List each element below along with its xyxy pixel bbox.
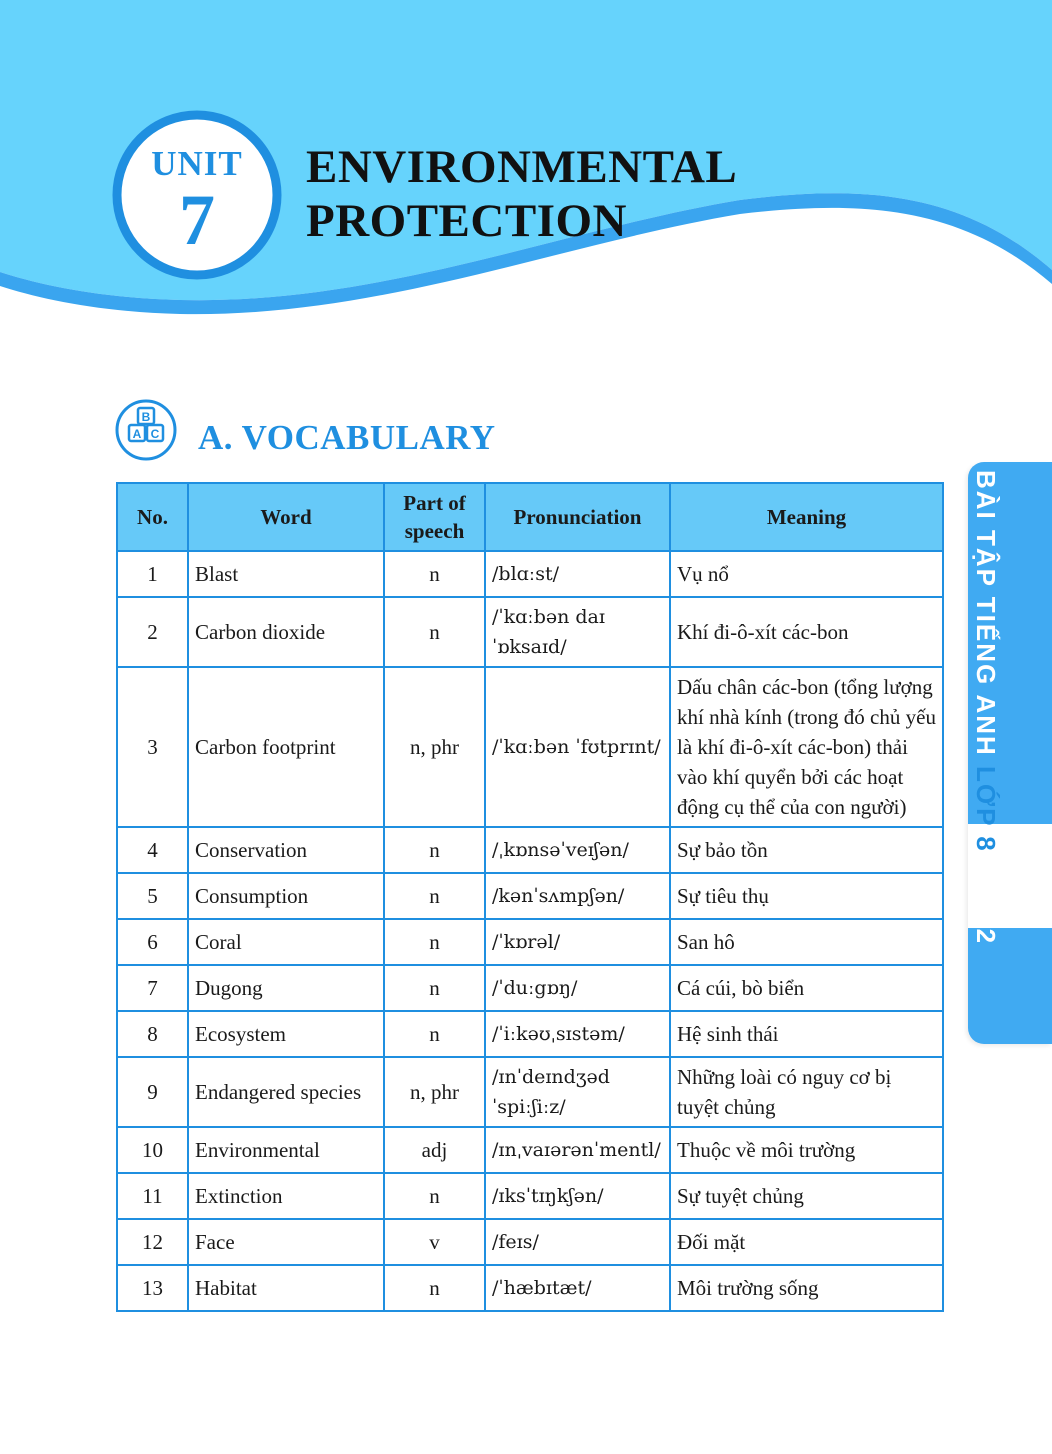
table-row [117,597,943,667]
row-meaning: Cá cúi, bò biển [670,965,943,1011]
row-pronunciation: /ˈkɑːbən daɪˈɒksaɪd/ [485,597,670,667]
side-tab-volume: TẬP 2 [971,861,1001,946]
row-meaning: Những loài có nguy cơ bị tuyệt chủng [670,1057,943,1127]
abc-blocks-icon [114,398,178,462]
row-no: 3 [117,667,188,827]
svg-text:C: C [150,427,160,441]
row-word: Conservation [188,827,384,873]
row-no: 8 [117,1011,188,1057]
row-pronunciation: /ˈhæbɪtæt/ [485,1265,670,1311]
row-no: 12 [117,1219,188,1265]
row-pronunciation: /ˈkɑːbən ˈfʊtprɪnt/ [485,667,670,827]
row-no: 11 [117,1173,188,1219]
header-no: No. [117,483,188,551]
row-pronunciation: /ˈduːgɒŋ/ [485,965,670,1011]
row-pos: n [384,827,485,873]
table-row [117,1219,943,1265]
row-meaning: Dấu chân các-bon (tổng lượng khí nhà kính (trong đó chủ yếu là khí đi-ô-xít các-bon) thải vào khí quyển bởi các hoạt động cụ thể của con người) [670,667,943,827]
unit-badge [110,108,284,282]
svg-text:B: B [141,410,151,424]
row-pronunciation: /ɪnˌvaɪərənˈmentl/ [485,1127,670,1173]
row-word: Carbon dioxide [188,597,384,667]
row-no: 5 [117,873,188,919]
row-no: 1 [117,551,188,597]
header-part-of-speech: Part of speech [384,483,485,551]
vocabulary-table [116,482,944,1312]
row-no: 6 [117,919,188,965]
row-meaning: Môi trường sống [670,1265,943,1311]
row-word: Extinction [188,1173,384,1219]
table-row [117,667,943,827]
table-row [117,873,943,919]
row-pos: n [384,919,485,965]
table-row [117,1127,943,1173]
table-row [117,1173,943,1219]
row-no: 10 [117,1127,188,1173]
table-row [117,1265,943,1311]
row-pronunciation: /ˌkɒnsəˈveɪʃən/ [485,827,670,873]
section-title: A. VOCABULARY [198,418,496,457]
table-row [117,1011,943,1057]
row-pos: n [384,551,485,597]
row-pronunciation: /ɪksˈtɪŋkʃən/ [485,1173,670,1219]
row-pos: adj [384,1127,485,1173]
row-word: Consumption [188,873,384,919]
unit-number: 7 [179,180,215,260]
row-word: Endangered species [188,1057,384,1127]
table-header-row [117,483,943,551]
svg-text:A: A [132,427,142,441]
side-tab-text [971,470,1001,945]
header-word: Word [188,483,384,551]
table-row [117,965,943,1011]
row-meaning: Hệ sinh thái [670,1011,943,1057]
row-pos: n, phr [384,1057,485,1127]
row-word: Environmental [188,1127,384,1173]
row-meaning: Khí đi-ô-xít các-bon [670,597,943,667]
row-pos: v [384,1219,485,1265]
row-word: Coral [188,919,384,965]
row-word: Habitat [188,1265,384,1311]
table-row [117,919,943,965]
row-word: Ecosystem [188,1011,384,1057]
row-pos: n [384,965,485,1011]
row-word: Carbon footprint [188,667,384,827]
row-pos: n [384,597,485,667]
row-pos: n [384,1265,485,1311]
unit-label: UNIT [151,144,243,183]
row-pronunciation: /ˈiːkəʊˌsɪstəm/ [485,1011,670,1057]
row-meaning: Thuộc về môi trường [670,1127,943,1173]
unit-title-line-1: ENVIRONMENTAL [306,141,738,193]
row-meaning: San hô [670,919,943,965]
row-word: Face [188,1219,384,1265]
row-word: Dugong [188,965,384,1011]
row-pronunciation: /blɑːst/ [485,551,670,597]
table-row [117,827,943,873]
row-meaning: Đối mặt [670,1219,943,1265]
unit-title [306,140,737,248]
table-row [117,1057,943,1127]
header-pronunciation: Pronunciation [485,483,670,551]
row-pos: n [384,1011,485,1057]
row-meaning: Vụ nổ [670,551,943,597]
row-no: 4 [117,827,188,873]
row-no: 9 [117,1057,188,1127]
row-no: 7 [117,965,188,1011]
row-meaning: Sự tiêu thụ [670,873,943,919]
table-row [117,551,943,597]
row-pronunciation: /ˈkɒrəl/ [485,919,670,965]
side-tab-grade: LỚP 8 [971,766,1001,853]
row-pronunciation: /kənˈsʌmpʃən/ [485,873,670,919]
header-meaning: Meaning [670,483,943,551]
row-pronunciation: /ɪnˈdeɪndʒəd ˈspiːʃiːz/ [485,1057,670,1127]
row-meaning: Sự bảo tồn [670,827,943,873]
row-pos: n [384,873,485,919]
side-tab-book: BÀI TẬP TIẾNG ANH [971,470,1001,757]
row-word: Blast [188,551,384,597]
row-meaning: Sự tuyệt chủng [670,1173,943,1219]
unit-title-line-2: PROTECTION [306,195,627,247]
row-no: 13 [117,1265,188,1311]
row-no: 2 [117,597,188,667]
row-pos: n, phr [384,667,485,827]
row-pronunciation: /feɪs/ [485,1219,670,1265]
row-pos: n [384,1173,485,1219]
